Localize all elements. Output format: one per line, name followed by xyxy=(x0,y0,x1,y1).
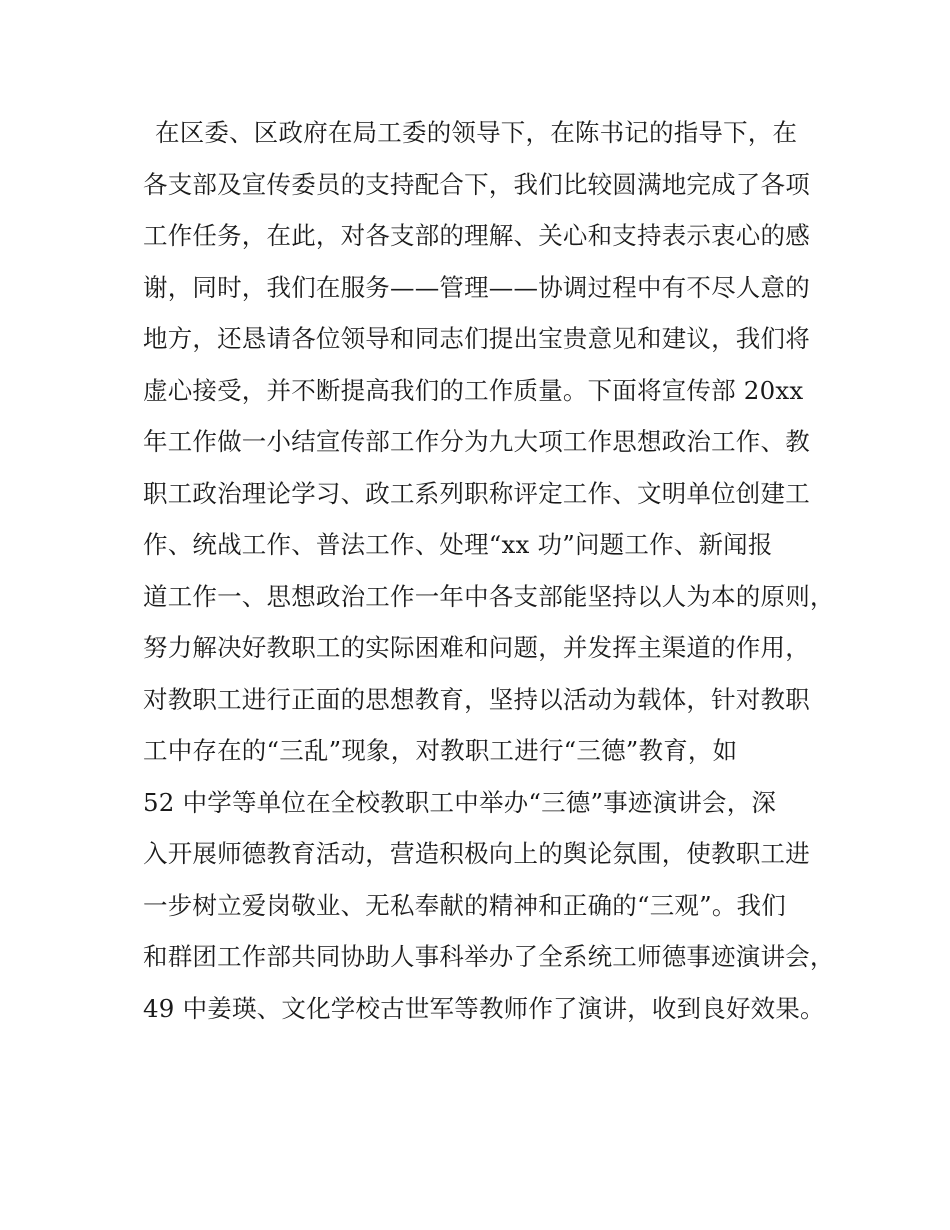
text-line: 道工作一、思想政治工作一年中各支部能坚持以人为本的原则， xyxy=(143,581,835,611)
text-line: 49 中姜瑛、文化学校古世军等教师作了演讲，收到良好效果。 xyxy=(143,993,825,1023)
text-line: 谢，同时，我们在服务——管理——协调过程中有不尽人意的 xyxy=(143,272,810,302)
text-line: 各支部及宣传委员的支持配合下，我们比较圆满地完成了各项 xyxy=(143,169,810,199)
text-line: 对教职工进行正面的思想教育，坚持以活动为载体，针对教职 xyxy=(143,684,810,714)
text-line: 在区委、区政府在局工委的领导下，在陈书记的指导下，在 xyxy=(155,118,798,147)
text-line: 52 中学等单位在全校教职工中举办“三德”事迹演讲会，深 xyxy=(143,787,777,817)
text-line: 地方，还恳请各位领导和同志们提出宝贵意见和建议，我们将 xyxy=(143,324,810,353)
text-line: 工作任务，在此，对各支部的理解、关心和支持表示衷心的感 xyxy=(143,221,810,250)
text-line: 入开展师德教育活动，营造积极向上的舆论氛围，使教职工进 xyxy=(143,839,810,868)
text-line: 职工政治理论学习、政工系列职称评定工作、文明单位创建工 xyxy=(143,478,810,508)
text-line: 和群团工作部共同协助人事科举办了全系统工师德事迹演讲会， xyxy=(143,942,835,971)
text-line: 虚心接受，并不断提高我们的工作质量。下面将宣传部 20xx xyxy=(143,375,804,405)
text-line: 一步树立爱岗敬业、无私奉献的精神和正确的“三观”。我们 xyxy=(143,890,786,920)
body-text xyxy=(143,110,843,1037)
text-line: 努力解决好教职工的实际困难和问题，并发挥主渠道的作用， xyxy=(143,633,810,662)
text-line: 工中存在的“三乱”现象，对教职工进行“三德”教育，如 xyxy=(143,736,738,765)
text-line: 年工作做一小结宣传部工作分为九大项工作思想政治工作、教 xyxy=(143,427,810,456)
text-line: 作、统战工作、普法工作、处理“xx 功”问题工作、新闻报 xyxy=(143,530,773,559)
